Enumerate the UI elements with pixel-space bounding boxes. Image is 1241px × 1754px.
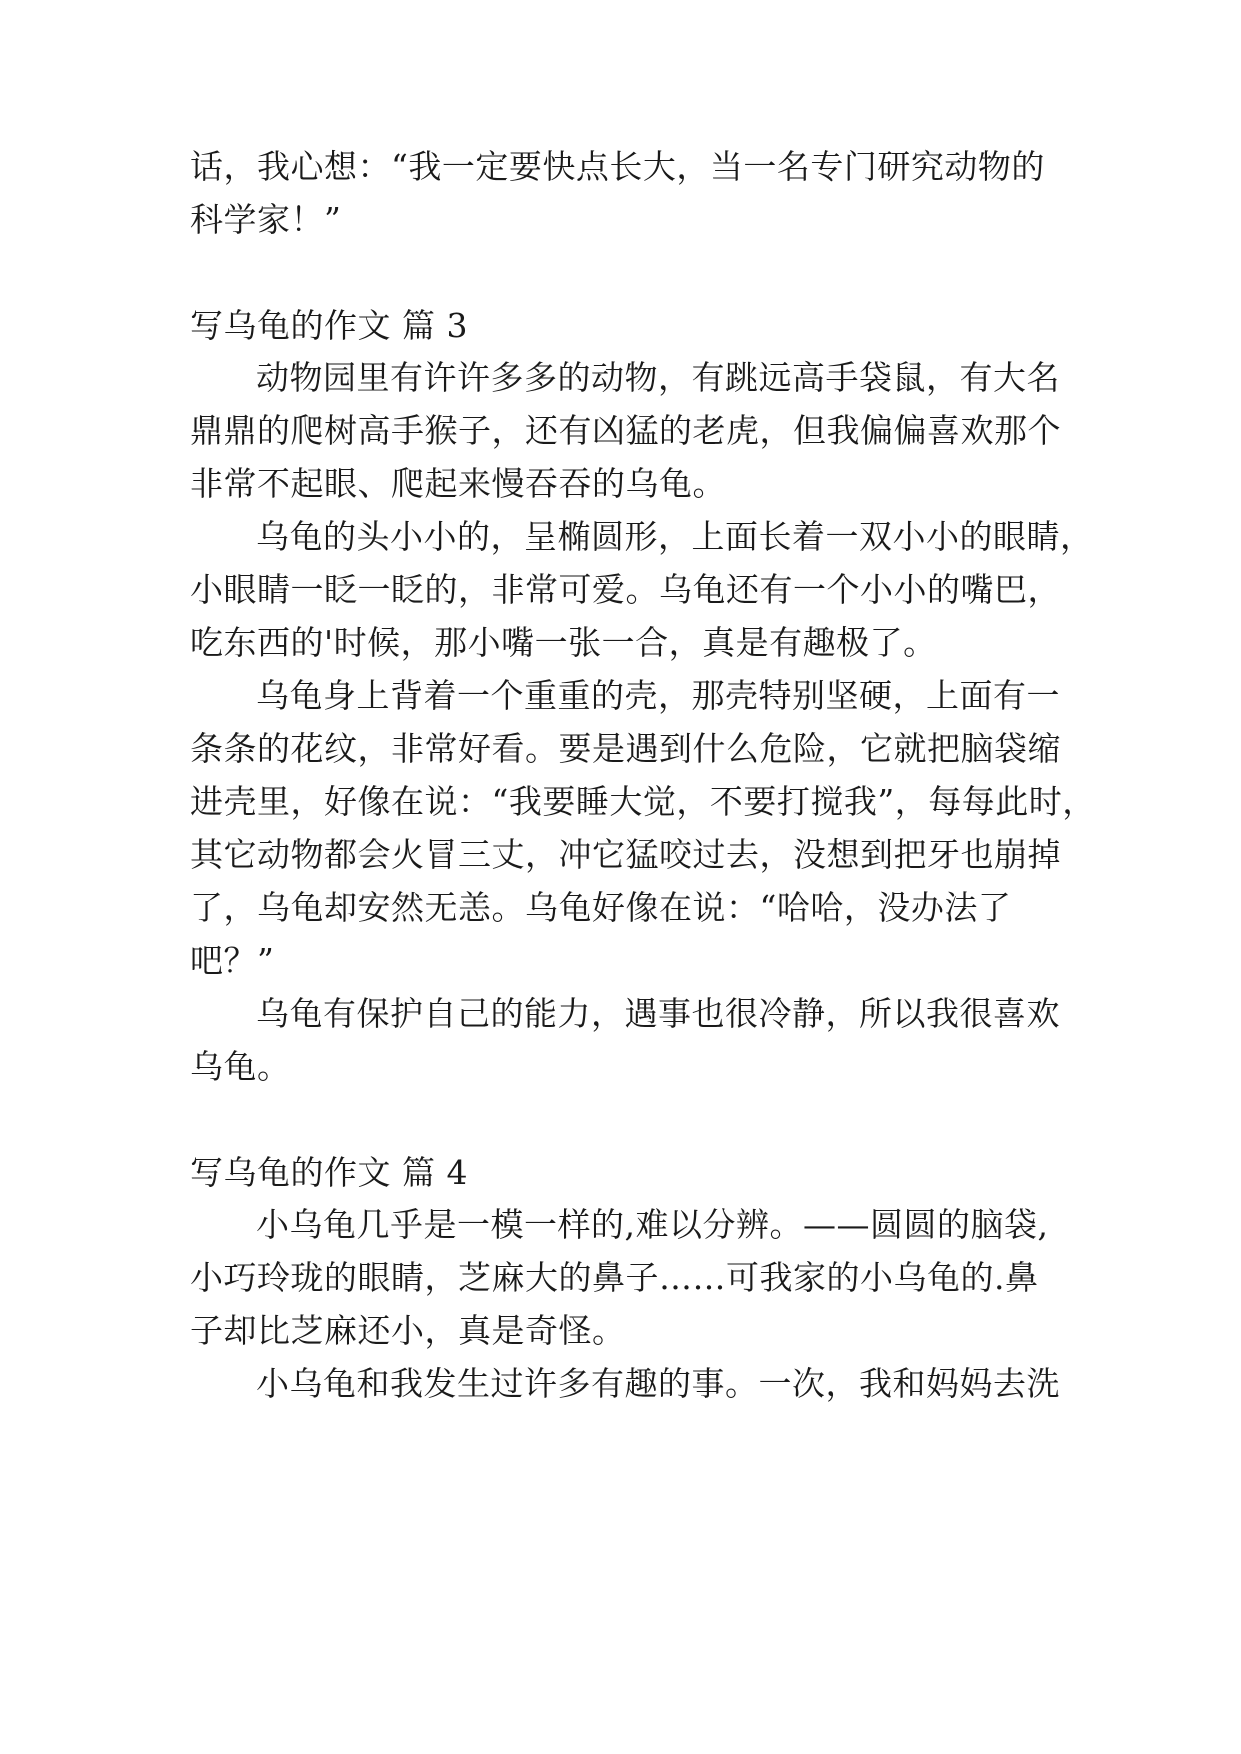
paragraph-line: 乌龟有保护自己的能力，遇事也很冷静，所以我很喜欢: [256, 994, 1060, 1033]
paragraph-line: 条条的花纹，非常好看。要是遇到什么危险，它就把脑袋缩: [190, 729, 1061, 768]
paragraph-line: 动物园里有许许多多的动物，有跳远高手袋鼠，有大名: [256, 358, 1060, 397]
paragraph-line: 科学家！”: [190, 200, 342, 239]
paragraph-line: 小巧玲珑的眼睛，芝麻大的鼻子……可我家的小乌龟的.鼻: [190, 1258, 1039, 1297]
paragraph-line: 小乌龟几乎是一模一样的,难以分辨。——圆圆的脑袋,: [256, 1205, 1049, 1244]
paragraph-line: 进壳里，好像在说：“我要睡大觉，不要打搅我”，每每此时，: [190, 782, 1096, 821]
paragraph-line: 小乌龟和我发生过许多有趣的事。一次，我和妈妈去洗: [256, 1364, 1060, 1403]
paragraph-line: 其它动物都会火冒三丈，冲它猛咬过去，没想到把牙也崩掉: [190, 835, 1061, 874]
paragraph-line: 非常不起眼、爬起来慢吞吞的乌龟。: [190, 464, 726, 503]
essay-3-title: 写乌龟的作文 篇 3: [190, 306, 468, 345]
paragraph-line: 乌龟的头小小的，呈椭圆形，上面长着一双小小的眼睛，: [256, 517, 1094, 556]
paragraph-line: 了，乌龟却安然无恙。乌龟好像在说：“哈哈，没办法了: [190, 888, 1012, 927]
paragraph-line: 话，我心想：“我一定要快点长大，当一名专门研究动物的: [190, 147, 1045, 186]
paragraph-line: 乌龟。: [190, 1047, 291, 1086]
paragraph-line: 吧？”: [190, 941, 275, 980]
paragraph-line: 吃东西的'时候，那小嘴一张一合，真是有趣极了。: [190, 623, 937, 662]
paragraph-line: 小眼睛一眨一眨的，非常可爱。乌龟还有一个小小的嘴巴，: [190, 570, 1061, 609]
paragraph-line: 子却比芝麻还小，真是奇怪。: [190, 1311, 626, 1350]
paragraph-line: 鼎鼎的爬树高手猴子，还有凶猛的老虎，但我偏偏喜欢那个: [190, 411, 1061, 450]
essay-4-title: 写乌龟的作文 篇 4: [190, 1153, 468, 1192]
paragraph-line: 乌龟身上背着一个重重的壳，那壳特别坚硬，上面有一: [256, 676, 1060, 715]
